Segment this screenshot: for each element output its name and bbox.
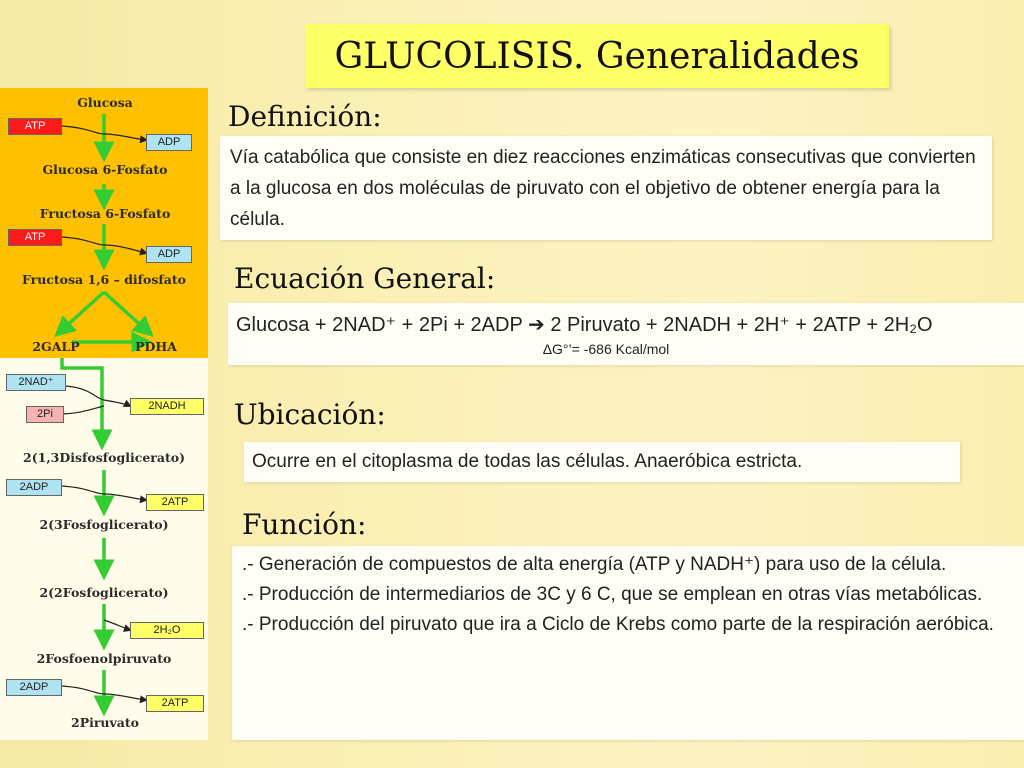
ecuacion-heading: Ecuación General: [234,262,496,295]
ubicacion-text: Ocurre en el citoplasma de todas las células. Anaeróbica estricta. [252,451,803,472]
funcion-item: .- Producción del piruvato que ira a Ciclo de Krebs como parte de la respiración aeróbica. [242,614,994,635]
title-banner [305,24,889,88]
arrow-f16bp-pdha [104,292,146,330]
delta-g-text: ΔG°’= -686 Kcal/mol [542,341,670,357]
metabolite-piruvato: 2Piruvato [71,715,139,730]
metabolite-fosfoenolpiruvato: 2Fosfoenolpiruvato [36,651,172,666]
adp-box: 2ADP [6,679,62,696]
metabolite-bisfosfoglicerato: 2(1,3Disfosfoglicerato) [23,450,185,465]
funcion-item: .- Producción de intermediarios de 3C y 6 C, que se emplean en otras vías metabólicas. [242,584,983,605]
definicion-text: Vía catabólica que consiste en diez reacciones enzimáticas consecutivas que convierten a la glucosa en dos moléculas de piruvato con el objetivo de obtener energía para la célula. [230,147,976,230]
adp-box: ADP [146,246,192,263]
atp-box: ATP [8,118,62,135]
ecuacion-box [228,303,1024,365]
arrow-galp-bpg [62,358,102,440]
funcion-heading: Función: [242,508,367,541]
metabolite-pdha: PDHA [135,339,177,354]
adp-box: 2ADP [6,479,62,496]
atp-box: ATP [8,229,62,246]
arrow-pi-join [60,406,104,414]
nadh-box: 2NADH [130,398,204,415]
funcion-item: .- Generación de compuestos de alta energía (ATP y NADH⁺) para uso de la célula. [242,554,947,575]
nad-box: 2NAD⁺ [6,374,66,391]
atp-product-box: 2ATP [146,695,204,712]
metabolite-2-fosfoglicerato: 2(2Fosfoglicerato) [39,585,169,600]
arrow-nad-nadh [66,386,130,406]
page-title: GLUCOLISIS. Generalidades [334,35,860,77]
metabolite-glucosa: Glucosa [77,95,133,110]
definicion-heading: Definición: [228,100,382,133]
atp-product-box: 2ATP [146,494,204,511]
funcion-box [232,546,1024,740]
metabolite-fructosa-1-6-difosfato: Fructosa 1,6 – difosfato [21,272,187,287]
ubicacion-box [244,442,960,482]
metabolite-galp: 2GALP [32,339,80,354]
arrow-f16bp-galp [62,292,104,330]
ecuacion-text: Glucosa + 2NAD⁺ + 2Pi + 2ADP ➔ 2 Piruvato + 2NADH + 2H⁺ + 2ATP + 2H₂O [236,314,933,336]
metabolite-fructosa-6-fosfato: Fructosa 6-Fosfato [39,206,171,221]
water-box: 2H₂O [130,622,204,639]
adp-box: ADP [146,134,192,151]
metabolite-glucosa-6-fosfato: Glucosa 6-Fosfato [42,162,168,177]
arrow-h2o [104,620,130,630]
ubicacion-heading: Ubicación: [234,398,386,431]
pi-box: 2Pi [26,406,64,423]
metabolite-3-fosfoglicerato: 2(3Fosfoglicerato) [39,517,169,532]
definicion-box [220,136,992,240]
